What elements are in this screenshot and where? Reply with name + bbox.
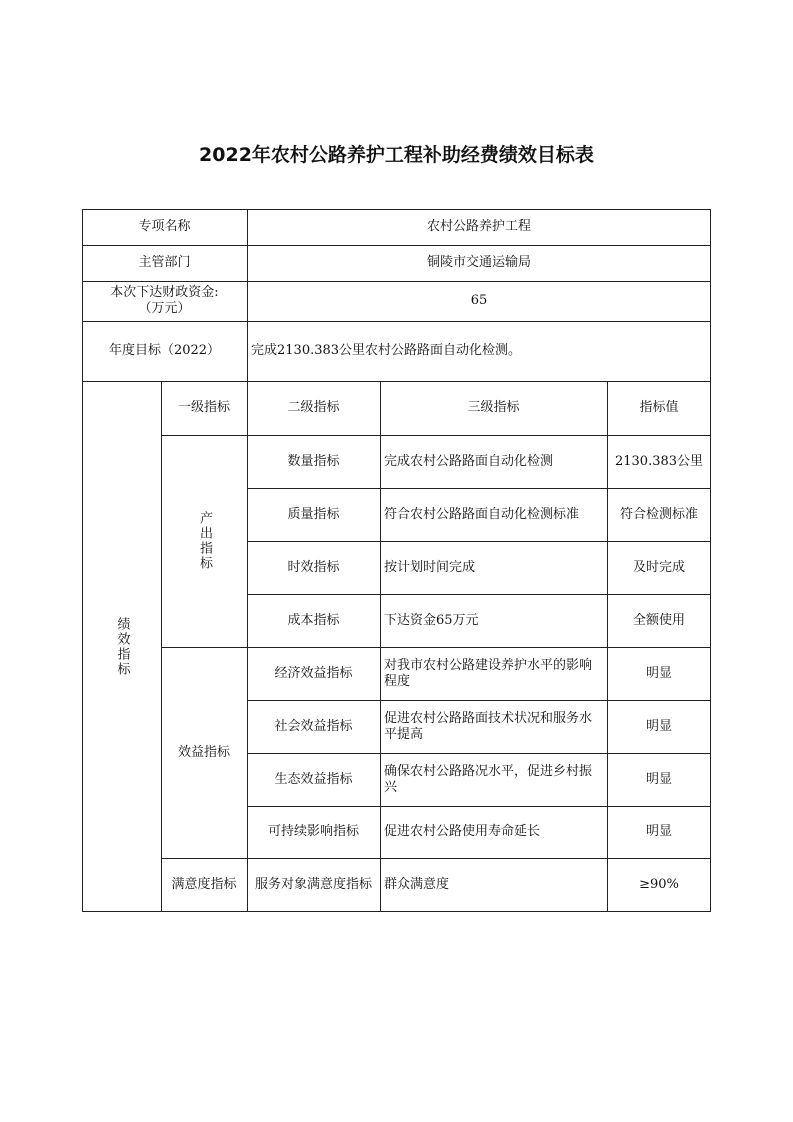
output-row-level3: 按计划时间完成 bbox=[384, 559, 476, 575]
benefit-row-value: 明显 bbox=[645, 771, 672, 787]
benefit-row-value: 明显 bbox=[645, 665, 672, 681]
table-border bbox=[82, 209, 711, 912]
output-row-value: 及时完成 bbox=[632, 559, 685, 575]
output-row-value: 全额使用 bbox=[632, 612, 685, 628]
satisfaction-level2: 服务对象满意度指标 bbox=[254, 877, 372, 892]
benefit-row-value: 明显 bbox=[645, 824, 672, 839]
benefit-row-level3: 对我市农村公路建设养护水平的影响程度 bbox=[384, 657, 593, 689]
benefit-row-level2: 经济效益指标 bbox=[274, 665, 353, 681]
benefit-row-level3: 促进农村公路使用寿命延长 bbox=[384, 824, 541, 839]
output-row-level2: 质量指标 bbox=[287, 506, 340, 522]
header-value: 指标值 bbox=[639, 400, 679, 415]
funding-label-line2: （万元） bbox=[138, 301, 191, 316]
output-row-level3: 符合农村公路路面自动化检测标准 bbox=[384, 506, 580, 522]
output-row-value: 符合检测标准 bbox=[619, 506, 698, 522]
output-label-text: 产出指标 bbox=[197, 511, 212, 571]
annual-goal-value: 完成2130.383公里农村公路路面自动化检测。 bbox=[251, 343, 522, 358]
output-row-level2: 数量指标 bbox=[287, 453, 340, 469]
benefit-row-level2: 可持续影响指标 bbox=[267, 824, 359, 839]
output-row-level3: 下达资金65万元 bbox=[384, 612, 479, 628]
header-level1: 一级指标 bbox=[177, 400, 230, 415]
output-row-level2: 时效指标 bbox=[287, 559, 340, 575]
satisfaction-label: 满意度指标 bbox=[171, 877, 237, 892]
satisfaction-value: ≥90% bbox=[639, 877, 679, 892]
header-level2: 二级指标 bbox=[287, 400, 340, 415]
benefit-label: 效益指标 bbox=[177, 744, 230, 760]
project-name-label: 专项名称 bbox=[138, 219, 191, 234]
annual-goal-label: 年度目标（2022） bbox=[108, 343, 221, 358]
benefit-row-level3: 促进农村公路路面技术状况和服务水平提高 bbox=[384, 710, 593, 742]
benefit-row-level2: 社会效益指标 bbox=[274, 718, 353, 734]
benefit-row-value: 明显 bbox=[645, 718, 672, 734]
project-name-value: 农村公路养护工程 bbox=[426, 219, 531, 234]
header-level3: 三级指标 bbox=[467, 400, 520, 415]
output-row-level2: 成本指标 bbox=[287, 612, 340, 628]
output-row-level3: 完成农村公路路面自动化检测 bbox=[384, 453, 554, 469]
department-label: 主管部门 bbox=[138, 255, 191, 270]
output-row-value: 2130.383公里 bbox=[614, 453, 704, 469]
funding-label-line1: 本次下达财政资金: bbox=[110, 285, 219, 300]
benefit-row-level2: 生态效益指标 bbox=[274, 771, 353, 787]
page-title: 2022年农村公路养护工程补助经费绩效目标表 bbox=[199, 144, 594, 166]
satisfaction-level3: 群众满意度 bbox=[384, 877, 450, 892]
funding-value: 65 bbox=[470, 293, 488, 308]
department-value: 铜陵市交通运输局 bbox=[426, 255, 531, 270]
performance-label-text: 绩效指标 bbox=[114, 616, 130, 677]
performance-target-table bbox=[82, 209, 711, 912]
benefit-row-level3: 确保农村公路路况水平，促进乡村振兴 bbox=[384, 763, 593, 795]
